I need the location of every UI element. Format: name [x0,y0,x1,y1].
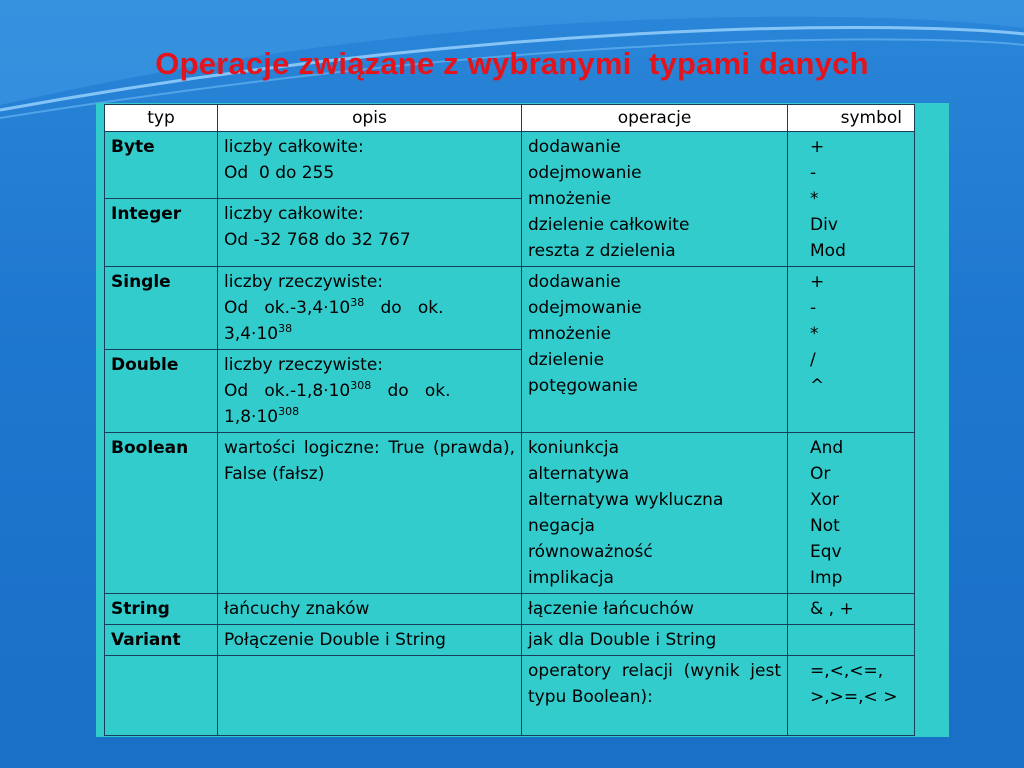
list-item: mnożenie [528,189,612,209]
desc-string: łańcuchy znaków [218,594,522,625]
desc-line [224,404,515,430]
desc-line [224,378,515,404]
desc-boolean: wartości logiczne: True (prawda), False (fałsz) [218,433,522,594]
list-item: Eqv [810,542,842,562]
list-item: Mod [810,241,846,261]
type-boolean: Boolean [105,433,218,594]
exponent: 308 [350,379,372,392]
type-single: Single [105,267,218,350]
header-row [105,105,915,132]
table-row [105,656,915,736]
list-item: Or [810,464,831,484]
list-item: * [810,324,819,344]
sym-variant [788,625,915,656]
type-integer: Integer [105,198,218,266]
ops-string: łączenie łańcuchów [522,594,788,625]
desc-single [218,267,522,350]
syms-real-group [788,267,915,433]
desc-variant: Połączenie Double i String [218,625,522,656]
list-item: potęgowanie [528,376,638,396]
type-byte: Byte [105,132,218,199]
list-item: Imp [810,568,843,588]
desc-text: Od ok.-1,8⋅10 [224,381,351,401]
list-item: dodawanie [528,137,621,157]
list-item: odejmowanie [528,163,642,183]
desc-line: Od -32 768 do 32 767 [224,229,411,250]
desc-line: Od 0 do 255 [224,163,335,183]
list-item: odejmowanie [528,298,642,318]
list-item: negacja [528,516,595,536]
list-item: alternatywa wykluczna [528,490,724,510]
sym-string: & , + [788,594,915,625]
ops-real-group [522,267,788,433]
list-item: * [810,189,819,209]
table-row [105,625,915,656]
list-item: implikacja [528,568,614,588]
desc-line [224,321,515,347]
type-string: String [105,594,218,625]
desc-line: liczby całkowite: [224,203,364,224]
list-item: reszta z dzielenia [528,241,676,261]
list-item: mnożenie [528,324,612,344]
header-symbol: symbol [788,105,915,132]
desc-line: liczby rzeczywiste: [224,272,384,292]
desc-text: Od ok.-3,4⋅10 [224,298,351,318]
table-row [105,132,915,199]
syms-integer-group [788,132,915,267]
ops-relations: operatory relacji (wynik jest typu Boolean): [522,656,788,736]
list-item: + [810,137,825,157]
list-item: dzielenie [528,350,605,370]
header-typ: typ [105,105,218,132]
header-opis: opis [218,105,522,132]
ops-boolean-group [522,433,788,594]
desc-text: 1,8⋅10 [224,407,279,427]
list-item: dodawanie [528,272,621,292]
desc-line: liczby całkowite: [224,137,364,157]
data-types-table [104,104,915,736]
empty-cell [218,656,522,736]
desc-line: liczby rzeczywiste: [224,355,384,375]
list-item: Not [810,516,840,536]
list-item: dzielenie całkowite [528,215,690,235]
desc-double [218,350,522,433]
list-item: + [810,272,825,292]
syms-boolean-group [788,433,915,594]
list-item: Div [810,215,838,235]
list-item: And [810,438,844,458]
empty-cell [105,656,218,736]
exponent: 308 [278,405,300,418]
table-row [105,433,915,594]
ops-integer-group [522,132,788,267]
header-operacje: operacje [522,105,788,132]
desc-integer [218,198,522,266]
list-item: - [810,163,817,183]
desc-text: do ok. [364,298,444,318]
sym-relations: =,<,<=, >,>=,< > [788,656,915,736]
slide-title: Operacje związane z wybranymi typami danych [155,46,869,81]
list-item: równoważność [528,542,653,562]
desc-byte [218,132,522,199]
list-item: ^ [810,376,825,396]
type-double: Double [105,350,218,433]
table-row [105,594,915,625]
list-item: Xor [810,490,840,510]
desc-text: do ok. [371,381,451,401]
list-item: / [810,350,816,370]
list-item: - [810,298,817,318]
desc-text: 3,4⋅10 [224,324,279,344]
ops-variant: jak dla Double i String [522,625,788,656]
list-item: alternatywa [528,464,630,484]
list-item: koniunkcja [528,438,620,458]
type-variant: Variant [105,625,218,656]
desc-line [224,295,515,321]
exponent: 38 [350,296,365,309]
exponent: 38 [278,322,293,335]
table-row [105,267,915,350]
